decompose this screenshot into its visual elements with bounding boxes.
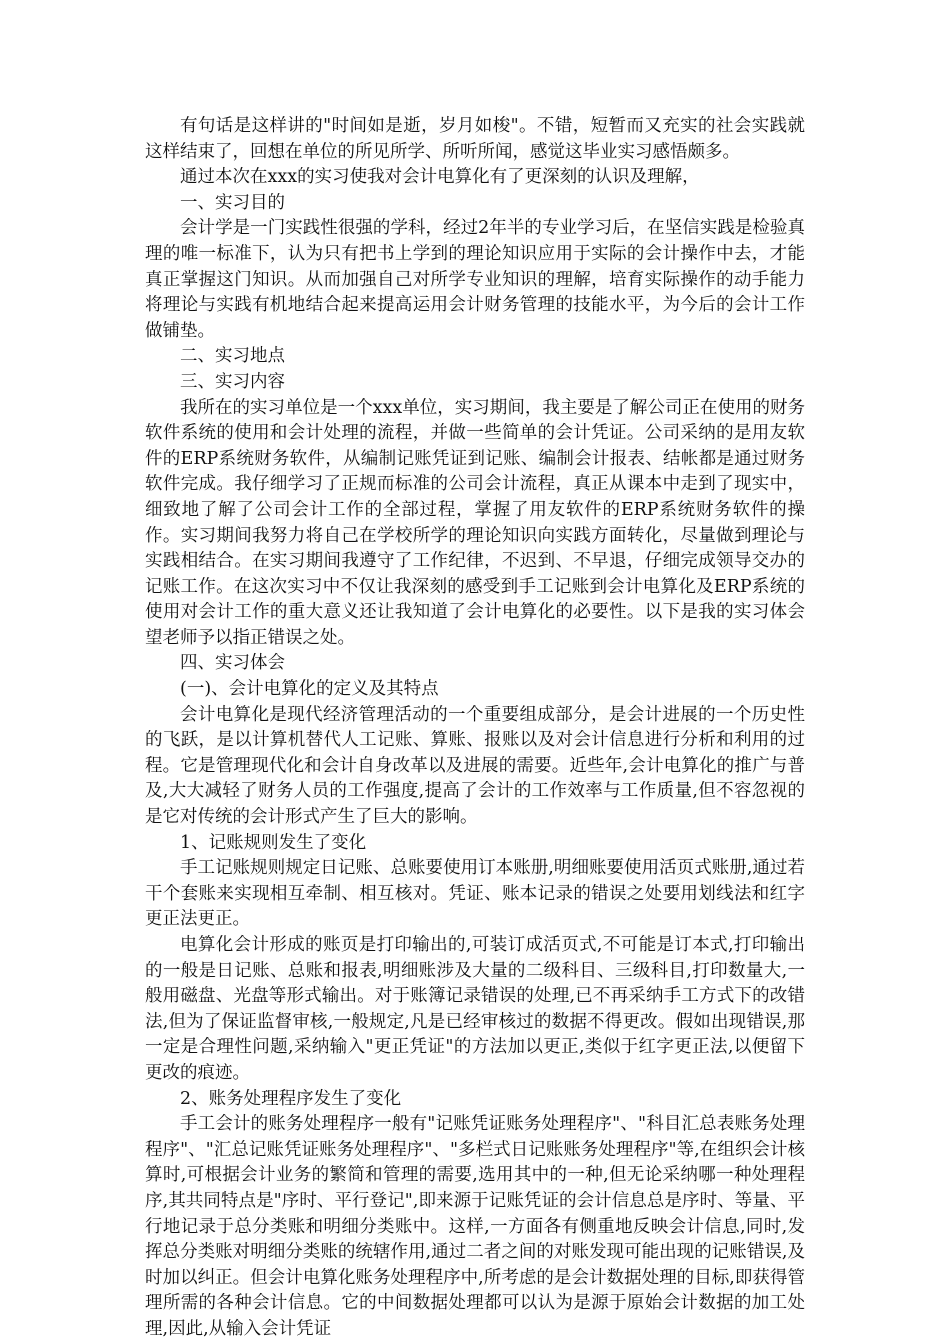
heading-experience: 四、实习体会	[180, 653, 285, 674]
paragraph-computerized-rules: 电算化会计形成的账页是打印输出的,可装订成活页式,不可能是订本式,打印输出的一般是日记账、总账和报表,明细账涉及大量的二级科目、三级科目,打印数量大,一般用磁盘、光盘等形式输出。对于账簿记录错误的处理,已不再采纳手工方式下的改错法,但为了保证监督审核,一般规定,凡是已经审核过的数据不得更改。假如出现错误,那一定是合理性问题,采纳输入"更正凭证"的方法加以更正,类似于红字更正法,以便留下更改的痕迹。	[145, 935, 805, 1083]
paragraph-content: 我所在的实习单位是一个xxx单位，实习期间，我主要是了解公司正在使用的财务软件系统的使用和会计处理的流程，并做一些简单的会计凭证。公司采纳的是用友软件的ERP系统财务软件，从编制记账凭证到记账、编制会计报表、结帐都是通过财务软件完成。我仔细学习了正规而标准的公司会计流程，真正从课本中走到了现实中，细致地了解了公司会计工作的全部过程，掌握了用友软件的ERP系统财务软件的操作。实习期间我努力将自己在学校所学的理论知识向实践方面转化，尽量做到理论与实践相结合。在实习期间我遵守了工作纪律，不迟到、不早退，仔细完成领导交办的记账工作。在这次实习中不仅让我深刻的感受到手工记账到会计电算化及ERP系统的使用对会计工作的重大意义还让我知道了会计电算化的必要性。以下是我的实习体会望老师予以指正错误之处。	[145, 397, 805, 648]
subheading-rules: 1、记账规则发生了变化	[180, 832, 367, 853]
heading-purpose: 一、实习目的	[180, 192, 285, 213]
heading-location: 二、实习地点	[180, 346, 285, 367]
paragraph-purpose: 会计学是一门实践性很强的学科，经过2年半的专业学习后，在坚信实践是检验真理的唯一标准下，认为只有把书上学到的理论知识应用于实际的会计操作中去，才能真正掌握这门知识。从而加强自己对所学专业知识的理解，培育实际操作的动手能力将理论与实践有机地结合起来提高运用会计财务管理的技能水平，为今后的会计工作做铺垫。	[145, 218, 805, 341]
subheading-procedures: 2、账务处理程序发生了变化	[180, 1088, 402, 1109]
heading-content: 三、实习内容	[180, 371, 285, 392]
paragraph-intro: 有句话是这样讲的"时间如是逝，岁月如梭"。不错，短暂而又充实的社会实践就这样结束了，回想在单位的所见所学、所听所闻，感觉这毕业实习感悟颇多。	[145, 116, 805, 162]
paragraph-procedures: 手工会计的账务处理程序一般有"记账凭证账务处理程序"、"科目汇总表账务处理程序"、"汇总记账凭证账务处理程序"、"多栏式日记账账务处理程序"等,在组织会计核算时,可根据会计业务的繁简和管理的需要,选用其中的一种,但无论采纳哪一种处理程序,其共同特点是"序时、平行登记",即来源于记账凭证的会计信息总是序时、等量、平行地记录于总分类账和明细分类账中。这样,一方面各有侧重地反映会计信息,同时,发挥总分类账对明细分类账的统辖作用,通过二者之间的对账发现可能出现的记账错误,及时加以纠正。但会计电算化账务处理程序中,所考虑的是会计数据处理的目标,即获得管理所需的各种会计信息。它的中间数据处理都可以认为是源于原始会计数据的加工处理,因此,从输入会计凭证	[145, 1114, 805, 1339]
subheading-definition: (一)、会计电算化的定义及其特点	[180, 679, 439, 700]
paragraph-manual-rules: 手工记账规则规定日记账、总账要使用订本账册,明细账要使用活页式账册,通过若干个套账来实现相互牵制、相互核对。凭证、账本记录的错误之处要用划线法和红字更正法更正。	[145, 858, 805, 930]
paragraph-lead: 通过本次在xxx的实习使我对会计电算化有了更深刻的认识及理解，	[180, 167, 700, 188]
document-body	[145, 114, 805, 1343]
paragraph-definition: 会计电算化是现代经济管理活动的一个重要组成部分，是会计进展的一个历史性的飞跃，是以计算机替代人工记账、算账、报账以及对会计信息进行分析和利用的过程。它是管理现代化和会计自身改革以及进展的需要。近些年,会计电算化的推广与普及,大大减轻了财务人员的工作强度,提高了会计的工作效率与工作质量,但不容忽视的是它对传统的会计形式产生了巨大的影响。	[145, 704, 805, 828]
